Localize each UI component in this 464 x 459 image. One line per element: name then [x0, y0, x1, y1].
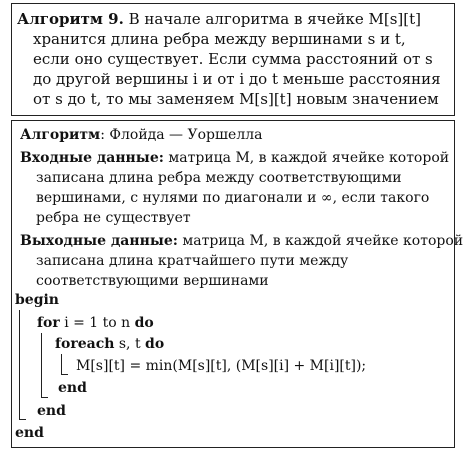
code-for-line: for i = 1 to n do	[37, 315, 154, 331]
intro-line-5: от s до t, то мы заменяем M[s][t] новым значением	[33, 90, 439, 108]
algorithm-intro-text	[17, 9, 447, 109]
block-tick-foreach	[61, 374, 68, 375]
input-line-2: записана длина ребра между соответствующими	[36, 170, 402, 186]
intro-line-1: В начале алгоритма в ячейке M[s][t]	[128, 10, 421, 28]
block-tick-for	[41, 397, 48, 398]
output-line-1: Выходные данные: матрица M, в каждой ячейке которой	[20, 233, 464, 249]
block-line-for	[41, 333, 42, 397]
algorithm-label: Алгоритм	[20, 127, 101, 143]
input-line-3: вершинами, с нулями по диагонали и ∞, если такого	[36, 190, 430, 206]
algorithm-number: Алгоритм 9.	[17, 10, 124, 28]
code-assignment: M[s][t] = min(M[s][t], (M[s][i] + M[i][t]);	[76, 358, 367, 374]
input-line-1: Входные данные: матрица M, в каждой ячейке которой	[20, 150, 450, 166]
intro-line-3: если оно существует. Если сумма расстояний от s	[33, 50, 433, 68]
code-end-inner: end	[58, 380, 87, 396]
output-line-2: записана длина кратчайшего пути между	[36, 253, 349, 269]
input-label: Входные данные:	[20, 150, 164, 166]
intro-line-4: до другой вершины i и от i до t меньше расстояния	[33, 70, 441, 88]
output-line-3: соответствующими вершинами	[36, 273, 269, 289]
code-begin: begin	[15, 292, 59, 308]
output-label: Выходные данные:	[20, 233, 178, 249]
block-line-begin	[19, 310, 20, 419]
algorithm-name: : Флойда — Уоршелла	[100, 127, 263, 143]
algorithm-name-line	[20, 127, 262, 143]
input-line-4: ребра не существует	[36, 210, 191, 226]
block-tick-begin	[19, 419, 26, 420]
code-end-main: end	[15, 425, 44, 441]
intro-line-2: хранится длина ребра между вершинами s и t,	[33, 30, 406, 48]
block-line-foreach	[61, 354, 62, 374]
code-foreach-line: foreach s, t do	[55, 336, 165, 352]
code-end-outer: end	[37, 403, 66, 419]
